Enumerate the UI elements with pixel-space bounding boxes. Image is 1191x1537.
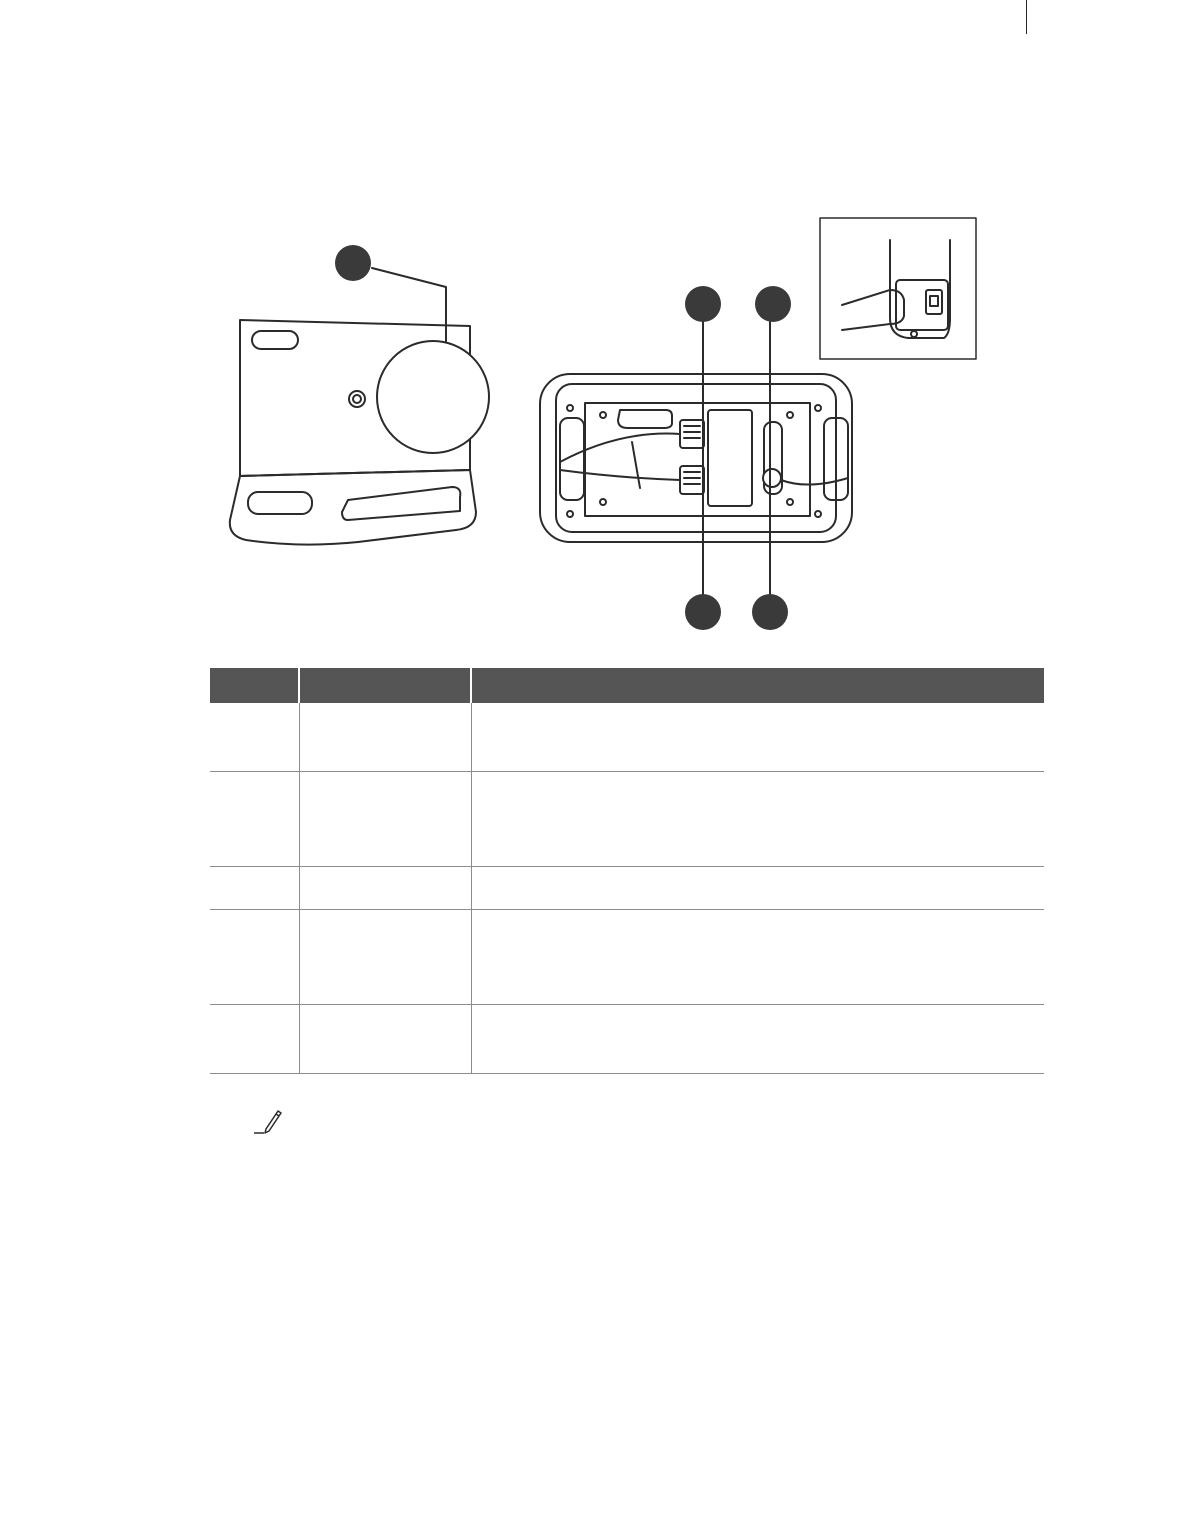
power-switch-detail-inset (820, 218, 976, 359)
table-row (210, 1005, 1044, 1074)
table-cell (210, 772, 299, 867)
product-diagram (0, 0, 1191, 650)
table-header-row (210, 668, 1044, 703)
callout-c (755, 286, 791, 322)
callout-a (335, 245, 371, 281)
table-cell (210, 703, 299, 772)
table-row (210, 703, 1044, 772)
table-cell (471, 703, 1044, 772)
table-cell (210, 910, 299, 1005)
table-header-cell (471, 668, 1044, 703)
table-row (210, 867, 1044, 910)
table-row (210, 910, 1044, 1005)
callout-d (685, 594, 721, 630)
callout-e (752, 594, 788, 630)
dock-station-illustration (230, 245, 489, 545)
table-cell (299, 1005, 471, 1074)
table-cell (471, 772, 1044, 867)
dock-base-underside-illustration (540, 286, 852, 630)
table-cell (299, 867, 471, 910)
table-cell (299, 772, 471, 867)
callout-b (685, 286, 721, 322)
table-header-cell (210, 668, 299, 703)
table-cell (471, 867, 1044, 910)
table-header-cell (299, 668, 471, 703)
table-cell (210, 867, 299, 910)
table-cell (299, 703, 471, 772)
table-row (210, 772, 1044, 867)
table-cell (299, 910, 471, 1005)
table-cell (471, 910, 1044, 1005)
parts-table (210, 668, 1044, 1074)
table-cell (210, 1005, 299, 1074)
table-cell (471, 1005, 1044, 1074)
pencil-icon (252, 1105, 282, 1135)
